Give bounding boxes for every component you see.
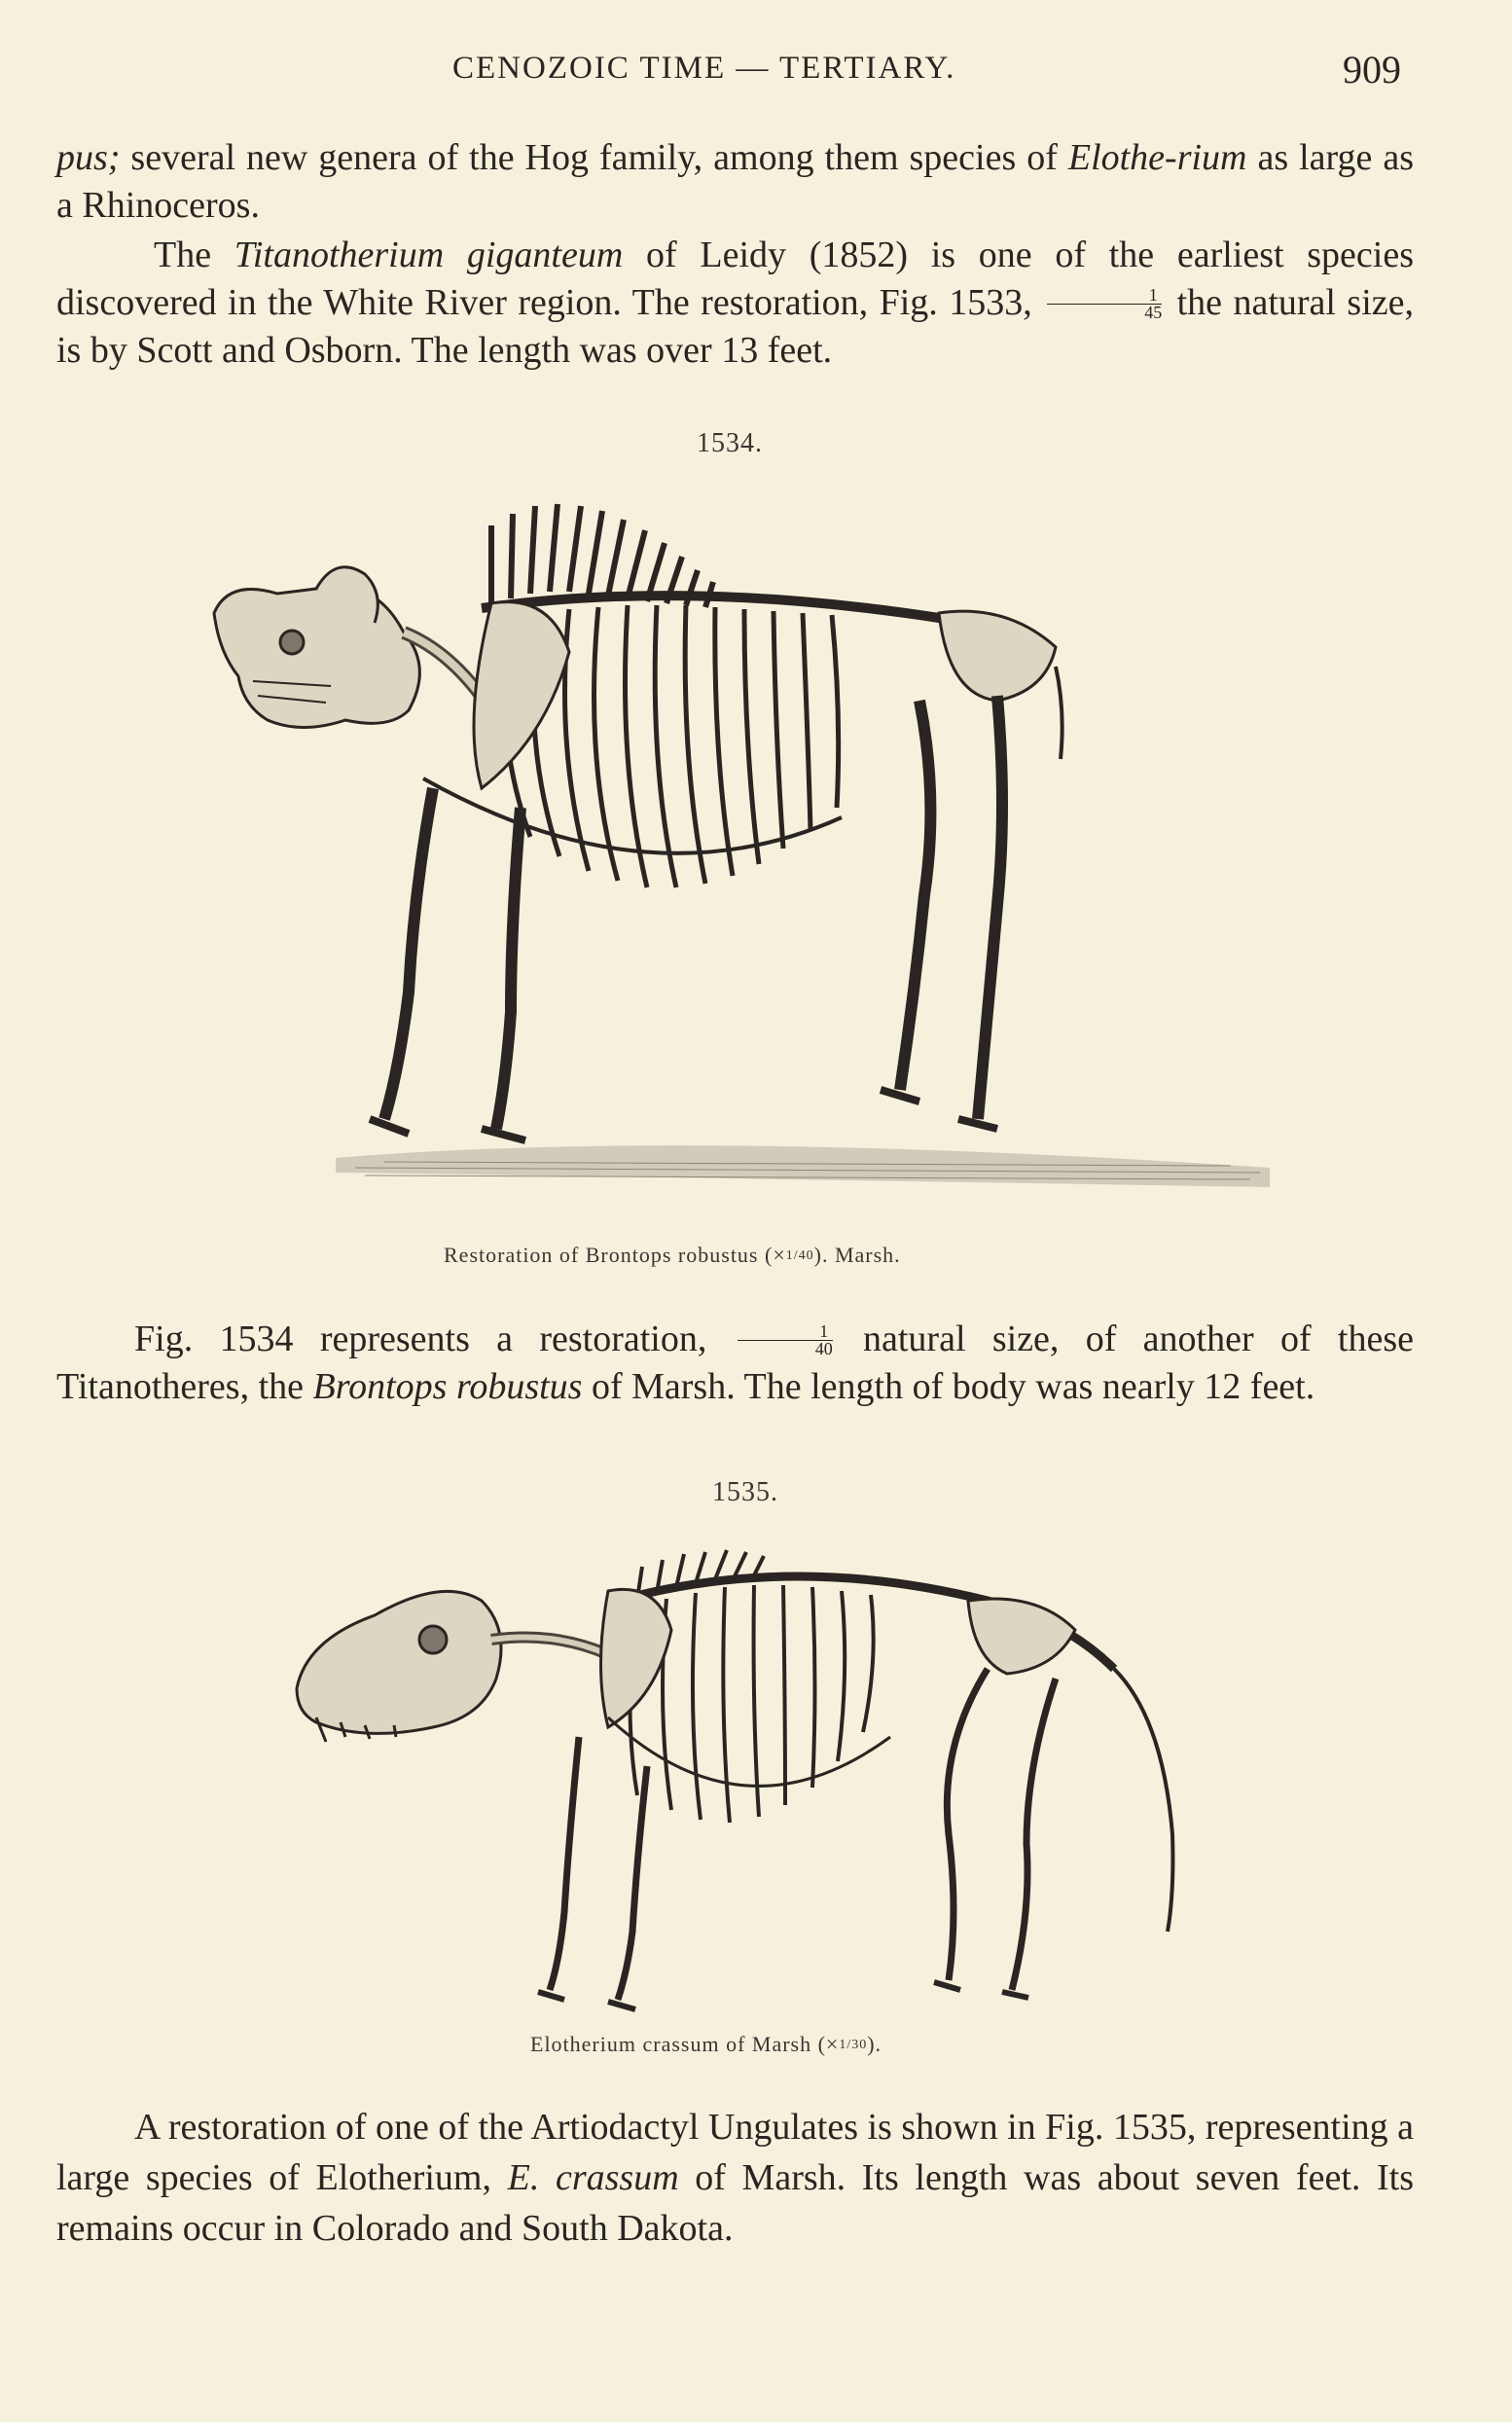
running-title: CENOZOIC TIME — TERTIARY. — [452, 51, 956, 86]
brontops-skeleton-illustration — [199, 487, 1279, 1231]
paragraph-2 — [56, 232, 1414, 375]
paragraph-3 — [56, 1316, 1414, 1411]
fraction-denominator: 45 — [1144, 303, 1163, 322]
paragraph-3-italic-species: Brontops robustus — [312, 1366, 583, 1407]
paragraph-1 — [56, 134, 1414, 230]
paragraph-3-fraction — [738, 1323, 833, 1357]
fraction-numerator: 1 — [738, 1323, 833, 1341]
figure-1535-caption — [530, 2032, 882, 2057]
paragraph-1-text-a: several new genera of the Hog family, among them species of — [120, 137, 1068, 178]
figure-1534-caption-tail: ). Marsh. — [813, 1243, 901, 1267]
figure-1534-number: 1534. — [697, 428, 763, 458]
figure-1534-caption-fraction: 1/40 — [785, 1248, 814, 1263]
paragraph-2-fraction — [1047, 287, 1162, 321]
elotherium-skeleton-illustration — [287, 1523, 1221, 2029]
fraction-denominator: 40 — [814, 1339, 833, 1358]
figure-1535-caption-text: Elotherium crassum of Marsh (× — [530, 2032, 840, 2056]
paragraph-4-italic-species: E. crassum — [507, 2157, 679, 2198]
paragraph-3-text-d: of Marsh. The length of body was nearly 12 feet. — [582, 1366, 1315, 1407]
figure-1534-caption — [444, 1243, 901, 1268]
paragraph-3-text-a: Fig. 1534 represents a restoration, — [134, 1319, 734, 1359]
figure-1534-caption-text: Restoration of Brontops robustus (× — [444, 1243, 786, 1267]
figure-1535-caption-tail: ). — [867, 2032, 882, 2056]
paragraph-4 — [56, 2102, 1414, 2254]
paragraph-2-italic-species: Titanotherium giganteum — [234, 235, 624, 275]
paragraph-3-text-b: natural size, of another of these Titanotheres, the — [56, 1319, 1414, 1407]
paragraph-1-italic-lead: pus; — [56, 137, 121, 178]
paragraph-1-italic-genus: Elothe-rium — [1067, 137, 1247, 178]
fraction-numerator: 1 — [1047, 287, 1162, 305]
paragraph-2-text-a: The — [154, 235, 234, 275]
paragraph-2-text-d: the natural size, is by Scott and Osborn. The length was over 13 feet. — [56, 282, 1414, 371]
running-head — [58, 48, 1401, 99]
figure-1535-caption-fraction: 1/30 — [839, 2038, 868, 2052]
paragraph-4-text-c: of Marsh. Its length was about seven feet. Its remains occur in Colorado and South Dakota. — [56, 2157, 1415, 2249]
paragraph-4-text-a: A restoration of one of the Artiodactyl Ungulates is shown in Fig. 1535, representing a large species of Elotherium, — [56, 2107, 1414, 2198]
paragraph-2-text-c: of Leidy (1852) is one of the earliest species discovered in the White River region. The restoration, Fig. 1533, — [56, 235, 1414, 323]
paragraph-1-text-c: as large as a Rhinoceros. — [56, 137, 1414, 226]
page-number: 909 — [1343, 48, 1401, 91]
figure-1535-number: 1535. — [712, 1477, 778, 1507]
